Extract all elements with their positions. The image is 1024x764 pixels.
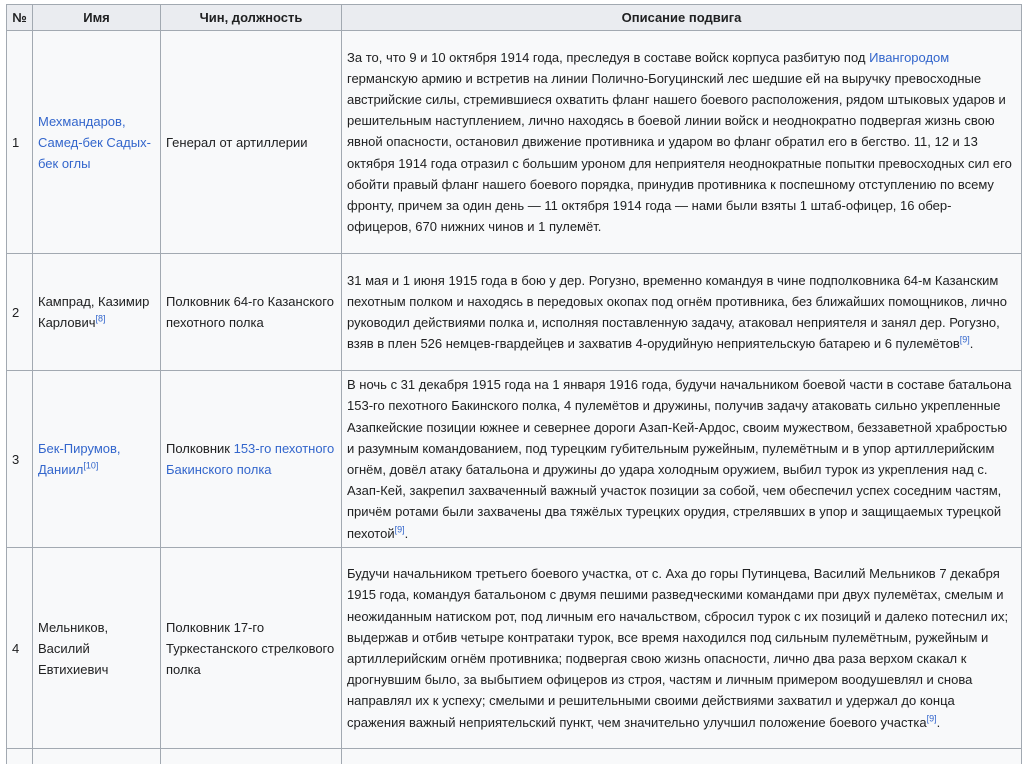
reference-link[interactable]: [9] [394,524,405,535]
row-number: 2 [7,254,33,371]
row-number: 4 [7,548,33,749]
description-cell [342,371,1022,548]
description-text: германскую армию и встретив на линии Полично-Богуцинский лес шедшие ей на выручку превосходные австрийские силы, стремившиеся охватить фланг нашего боевого расположения, рядом штыковых ударов и решительным наступлением, лично находясь в боевой линии войск и неоднократно подвергая жизнь свою явной опасности, остановил движение противника и ударом во фланг обратил его в бегство. 11, 12 и 13 октября 1914 года отразил с большим уроном для неприятеля неоднократные попытки превосходных сил его обойти правый фланг нашего боевого порядка, принудив противника к поспешному отступлению по всему фронту, причем за один день — 11 октября 1914 года — нами были взяты 1 штаб-офицер, 16 обер-офицеров, 670 нижних чинов и 1 пулемёт. [347,70,1012,235]
header-rank[interactable]: Чин, должность [161,5,342,31]
reference-link[interactable]: [9] [926,713,937,724]
description-cell [342,254,1022,371]
person-name-cell [33,371,161,548]
rank-cell: Генерал от артиллерии [161,31,342,254]
row-number: 3 [7,371,33,548]
description-end: . [404,525,409,541]
person-name: Мельников, Василий Евтихиевич [38,619,109,677]
rank-cell: Полковник 64-го Казанского пехотного полка [161,254,342,371]
person-name-link[interactable]: Мехмандаров, Самед-бек Садых-бек оглы [38,113,151,171]
reference-link[interactable]: [10] [83,460,99,471]
header-row [7,5,1022,31]
description-cell [342,31,1022,254]
rank-partial [161,749,342,764]
person-name: Кампрад, Казимир Карлович [38,294,150,330]
header-name[interactable]: Имя [33,5,161,31]
header-num[interactable]: № [7,5,33,31]
description-text: 31 мая и 1 июня 1915 года в бою у дер. Рогузно, временно командуя в чине подполковника 64-м Казанским пехотным полком и находясь в передовых окопах под огнём противника, без ближайших помощников, лично руководил действиями полка и, исполняя поставленную задачу, атаковал неприятеля и занял дер. Рогузно, взяв в плен 526 немцев-гвардейцев и захватив 4-орудийную неприятельскую батарею и 6 пулемётов [347,272,1008,352]
person-name-cell [33,548,161,749]
header-desc[interactable]: Описание подвига [342,5,1022,31]
table-row-partial [7,749,1022,764]
reference-link[interactable]: [8] [95,313,106,324]
row-number: 1 [7,31,33,254]
description-cell [342,548,1022,749]
person-name-link[interactable]: Бек-Пирумов, Даниил [38,441,121,477]
rank-cell: Полковник 17-го Туркестанского стрелкового полка [161,548,342,749]
description-end: . [936,714,941,730]
person-name-cell [33,31,161,254]
table-row [7,254,1022,371]
heroes-table [6,4,1022,764]
table-row [7,548,1022,749]
table-row [7,371,1022,548]
table-row [7,31,1022,254]
person-name-cell [33,254,161,371]
row-number-partial [7,749,33,764]
person-name-partial [33,749,161,764]
description-partial [342,749,1022,764]
description-end: . [969,336,974,352]
regiment-link[interactable]: 153-го пехотного Бакинского полка [166,441,335,477]
rank-cell [161,371,342,548]
ivangorod-link[interactable]: Ивангородом [869,49,950,65]
description-text: За то, что 9 и 10 октября 1914 года, преследуя в составе войск корпуса разбитую под [347,49,870,65]
reference-link[interactable]: [9] [959,334,970,345]
description-text: В ночь с 31 декабря 1915 года на 1 января 1916 года, будучи начальником боевой части в составе батальона 153-го пехотного Бакинского полка, 4 пулемётов и дружины, получив задачу атаковать сильно укрепленные Азапкейские позиции южнее и севернее дороги Азап-Кей-Ардос, своим мужеством, беззаветной храбростью и разумным командованием, под турецким губительным ружейным, пулемётным и в упор артиллерийским огнём, довёл атаку батальона и дружины до удара холодным оружием, выбил турок из укрепления над с. Азап-Кей, закрепил захваченный важный участок позиции за собой, чем обеспечил успех соседним частям, причём ротами были захвачены два тяжёлых турецких орудия, стрелявших в упор и защищаемых турецкой пехотой [347,377,1012,541]
description-text: Будучи начальником третьего боевого участка, от с. Аха до горы Путинцева, Василий Мельников 7 декабря 1915 года, командуя батальоном с двумя пешими разведческими командами при двух пулемётах, смелым и неожиданным натиском рот, под личным его начальством, сбросил турок с их позиций и далеко потеснил их; выдержав и отбив четыре контратаки турок, все время находился под сильным пулемётным, ружейным и артиллерийским огнём противника; подвергая свою жизнь опасности, лично два раза верхом скакал к дрогнувшим было, за выбытием офицеров из строя, частям и личным примером воодушевлял и снова направлял их к успеху; смелыми и решительными своими действиями захватил и удержал до конца сражения важный неприятельский пункт, чем значительно улучшил положение боевого участка [347,566,1009,730]
rank-text: Полковник [166,441,234,456]
